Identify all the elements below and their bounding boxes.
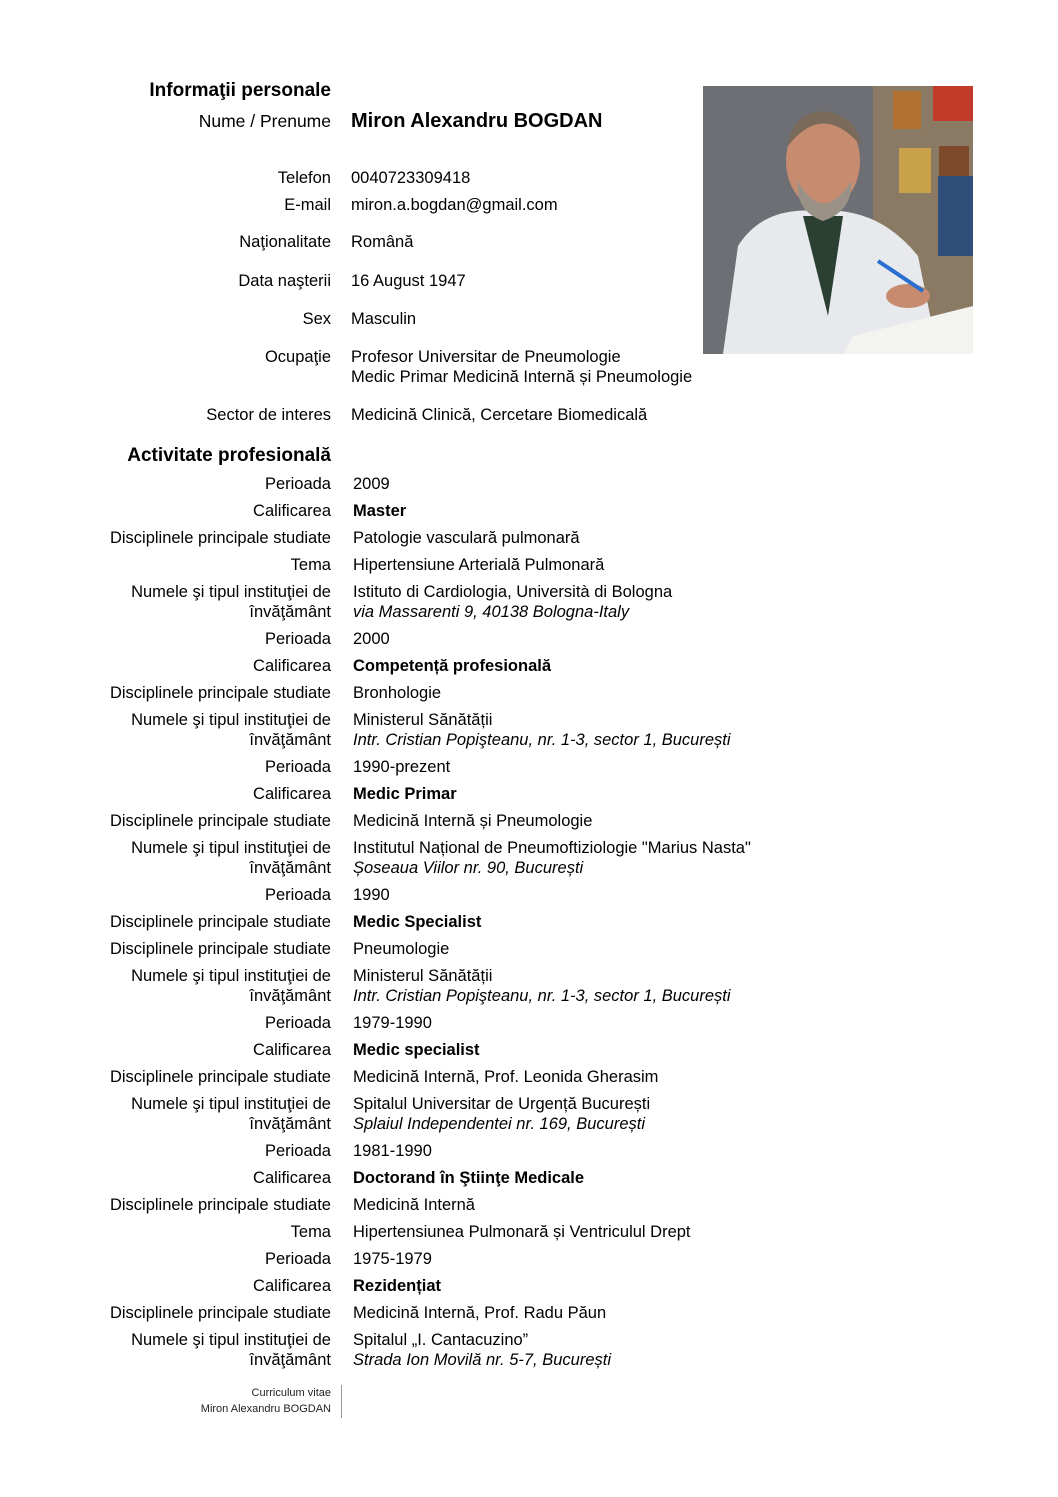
activity-label-line: Perioada xyxy=(264,1014,331,1032)
nationality-value: Română xyxy=(351,233,414,251)
activity-row-value: Competență profesională xyxy=(353,657,552,675)
activity-row-value: Medic Specialist xyxy=(353,913,482,931)
occupation-value-1: Profesor Universitar de Pneumologie xyxy=(351,348,621,366)
activity-row-value: 1975-1979 xyxy=(353,1250,432,1268)
activity-label-line: Disciplinele principale studiate xyxy=(109,913,331,931)
institution-address: Șoseaua Viilor nr. 90, București xyxy=(353,859,584,877)
activity-label-line: Numele şi tipul instituţiei de xyxy=(131,1331,331,1349)
activity-row-value: Rezidențiat xyxy=(353,1277,442,1295)
activity-row-value: Doctorand în Ştiinţe Medicale xyxy=(353,1169,585,1187)
sex-label: Sex xyxy=(302,310,331,328)
activity-label-line: Numele şi tipul instituţiei de xyxy=(131,839,331,857)
activity-row-label xyxy=(110,1195,331,1215)
activity-row-label xyxy=(110,528,331,548)
activity-row-label xyxy=(253,784,331,804)
phone-value: 0040723309418 xyxy=(351,169,471,187)
activity-row-label xyxy=(253,501,331,521)
activity-label-line: Perioada xyxy=(264,1250,331,1268)
activity-row xyxy=(0,1195,1058,1222)
activity-row-label xyxy=(265,474,331,494)
activity-row xyxy=(0,885,1058,912)
activity-row-label xyxy=(265,1013,331,1033)
phone-label: Telefon xyxy=(277,169,331,187)
footer-title: Curriculum vitae xyxy=(251,1387,331,1399)
activity-row-value: Master xyxy=(353,502,407,520)
activity-label-line: Perioada xyxy=(264,1142,331,1160)
activity-row xyxy=(0,966,1058,1013)
activity-row-label xyxy=(265,757,331,777)
activity-row-value: Patologie vasculară pulmonară xyxy=(353,529,580,547)
activity-row xyxy=(0,656,1058,683)
activity-label-line: Disciplinele principale studiate xyxy=(109,1304,331,1322)
institution-address: Intr. Cristian Popişteanu, nr. 1-3, sector 1, București xyxy=(353,987,731,1005)
activity-row-value: 1990 xyxy=(353,886,390,904)
activity-label-line: învăţământ xyxy=(249,603,331,621)
activity-label-line: Calificarea xyxy=(253,785,331,803)
activity-row-label xyxy=(110,1303,331,1323)
occupation-value-2: Medic Primar Medicină Internă și Pneumologie xyxy=(351,368,693,386)
activity-row-label xyxy=(131,1330,331,1370)
activity-label-line: Disciplinele principale studiate xyxy=(109,940,331,958)
activity-row xyxy=(0,501,1058,528)
activity-row-label xyxy=(131,1094,331,1134)
activity-row xyxy=(0,1249,1058,1276)
sex-value: Masculin xyxy=(351,310,417,328)
activity-row-label xyxy=(131,710,331,750)
activity-label-line: Tema xyxy=(290,1223,331,1241)
activity-row xyxy=(0,912,1058,939)
footer-divider xyxy=(341,1385,342,1418)
activity-row-value: 1981-1990 xyxy=(353,1142,432,1160)
activity-label-line: învăţământ xyxy=(249,1115,331,1133)
activity-row xyxy=(0,1067,1058,1094)
activity-label-line: Calificarea xyxy=(253,1041,331,1059)
activity-label-line: învăţământ xyxy=(249,987,331,1005)
activity-row xyxy=(0,629,1058,656)
activity-row-label xyxy=(110,811,331,831)
activity-row-label xyxy=(110,912,331,932)
activity-label-line: Calificarea xyxy=(253,657,331,675)
activity-label-line: Disciplinele principale studiate xyxy=(109,1068,331,1086)
activity-row-value: Medic Primar xyxy=(353,785,457,803)
activity-row-value: 2000 xyxy=(353,630,390,648)
activity-row-label xyxy=(110,683,331,703)
institution-name: Ministerul Sănătății xyxy=(353,967,493,985)
activity-row xyxy=(0,757,1058,784)
profile-photo-illustration xyxy=(703,86,973,354)
activity-row-value: 1979-1990 xyxy=(353,1014,432,1032)
activity-row xyxy=(0,838,1058,885)
institution-name: Spitalul Universitar de Urgență București xyxy=(353,1095,651,1113)
activity-label-line: Numele şi tipul instituţiei de xyxy=(131,1095,331,1113)
institution-address: Intr. Cristian Popişteanu, nr. 1-3, sector 1, București xyxy=(353,731,731,749)
activity-row-label xyxy=(291,555,331,575)
activity-row-value: 1990-prezent xyxy=(353,758,451,776)
footer-name: Miron Alexandru BOGDAN xyxy=(200,1403,331,1415)
activity-row xyxy=(0,1094,1058,1141)
email-label: E-mail xyxy=(284,196,331,214)
activity-row-value: 2009 xyxy=(353,475,390,493)
activity-row xyxy=(0,939,1058,966)
activity-label-line: Perioada xyxy=(264,886,331,904)
activity-row xyxy=(0,1168,1058,1195)
activity-label-line: învăţământ xyxy=(249,731,331,749)
activity-row-label xyxy=(253,1276,331,1296)
occupation-label: Ocupaţie xyxy=(264,348,331,366)
activity-row-value: Bronhologie xyxy=(353,684,442,702)
activity-list xyxy=(0,474,1058,1377)
activity-row-label xyxy=(265,1141,331,1161)
email-value[interactable]: miron.a.bogdan@gmail.com xyxy=(351,196,558,214)
activity-label-line: Disciplinele principale studiate xyxy=(109,1196,331,1214)
activity-row xyxy=(0,1222,1058,1249)
activity-row xyxy=(0,555,1058,582)
institution-name: Ministerul Sănătății xyxy=(353,711,493,729)
activity-row-value: Medicină Internă și Pneumologie xyxy=(353,812,593,830)
institution-address: Strada Ion Movilă nr. 5-7, București xyxy=(353,1351,612,1369)
activity-row xyxy=(0,1276,1058,1303)
activity-label-line: Tema xyxy=(290,556,331,574)
activity-label-line: învăţământ xyxy=(249,859,331,877)
activity-label-line: Calificarea xyxy=(253,502,331,520)
activity-row xyxy=(0,1303,1058,1330)
institution-name: Istituto di Cardiologia, Università di Bologna xyxy=(353,583,673,601)
activity-row-label xyxy=(265,885,331,905)
activity-label-line: Disciplinele principale studiate xyxy=(109,529,331,547)
activity-row xyxy=(0,528,1058,555)
activity-row xyxy=(0,1141,1058,1168)
activity-label-line: Calificarea xyxy=(253,1169,331,1187)
profile-photo xyxy=(703,86,973,354)
sector-label: Sector de interes xyxy=(206,406,331,424)
nationality-label: Naţionalitate xyxy=(239,233,331,251)
activity-label-line: Numele şi tipul instituţiei de xyxy=(131,583,331,601)
sector-value: Medicină Clinică, Cercetare Biomedicală xyxy=(351,406,648,424)
activity-row-value: Medicină Internă, Prof. Leonida Gherasim xyxy=(353,1068,659,1086)
activity-row xyxy=(0,784,1058,811)
activity-row-label xyxy=(110,1067,331,1087)
activity-row xyxy=(0,474,1058,501)
activity-label-line: Numele şi tipul instituţiei de xyxy=(131,967,331,985)
institution-address: via Massarenti 9, 40138 Bologna-Italy xyxy=(353,603,630,621)
activity-row xyxy=(0,1330,1058,1377)
institution-name: Institutul Național de Pneumoftiziologie "Marius Nasta" xyxy=(353,839,751,857)
activity-row xyxy=(0,582,1058,629)
institution-address: Splaiul Independentei nr. 169, București xyxy=(353,1115,646,1133)
activity-label-line: Disciplinele principale studiate xyxy=(109,812,331,830)
activity-label-line: Perioada xyxy=(264,630,331,648)
section-heading-activity: Activitate profesională xyxy=(127,445,331,466)
page-footer xyxy=(201,1385,331,1417)
activity-label-line: Calificarea xyxy=(253,1277,331,1295)
activity-row-label xyxy=(110,939,331,959)
activity-label-line: Disciplinele principale studiate xyxy=(109,684,331,702)
activity-row-value: Medic specialist xyxy=(353,1041,480,1059)
activity-row-label xyxy=(265,1249,331,1269)
activity-row xyxy=(0,683,1058,710)
institution-name: Spitalul „I. Cantacuzino” xyxy=(353,1331,529,1349)
activity-row-value: Pneumologie xyxy=(353,940,450,958)
activity-row-label xyxy=(131,966,331,1006)
activity-label-line: învăţământ xyxy=(249,1351,331,1369)
activity-row-label xyxy=(253,1040,331,1060)
section-heading-personal: Informaţii personale xyxy=(149,80,331,101)
activity-row-label xyxy=(253,656,331,676)
activity-row-label xyxy=(291,1222,331,1242)
activity-label-line: Perioada xyxy=(264,758,331,776)
full-name: Miron Alexandru BOGDAN xyxy=(351,110,603,132)
activity-row-value: Hipertensiune Arterială Pulmonară xyxy=(353,556,605,574)
activity-row-label xyxy=(253,1168,331,1188)
activity-row-value: Medicină Internă, Prof. Radu Păun xyxy=(353,1304,607,1322)
birth-value: 16 August 1947 xyxy=(351,272,466,290)
activity-row xyxy=(0,811,1058,838)
activity-row-value: Medicină Internă xyxy=(353,1196,475,1214)
birth-label: Data naşterii xyxy=(238,272,331,290)
activity-row-value: Hipertensiunea Pulmonară și Ventriculul Drept xyxy=(353,1223,691,1241)
activity-row-label xyxy=(131,838,331,878)
activity-row-label xyxy=(131,582,331,622)
activity-row xyxy=(0,710,1058,757)
activity-row xyxy=(0,1040,1058,1067)
name-label: Nume / Prenume xyxy=(198,111,331,131)
activity-row xyxy=(0,1013,1058,1040)
activity-label-line: Perioada xyxy=(264,475,331,493)
activity-label-line: Numele şi tipul instituţiei de xyxy=(131,711,331,729)
activity-row-label xyxy=(265,629,331,649)
